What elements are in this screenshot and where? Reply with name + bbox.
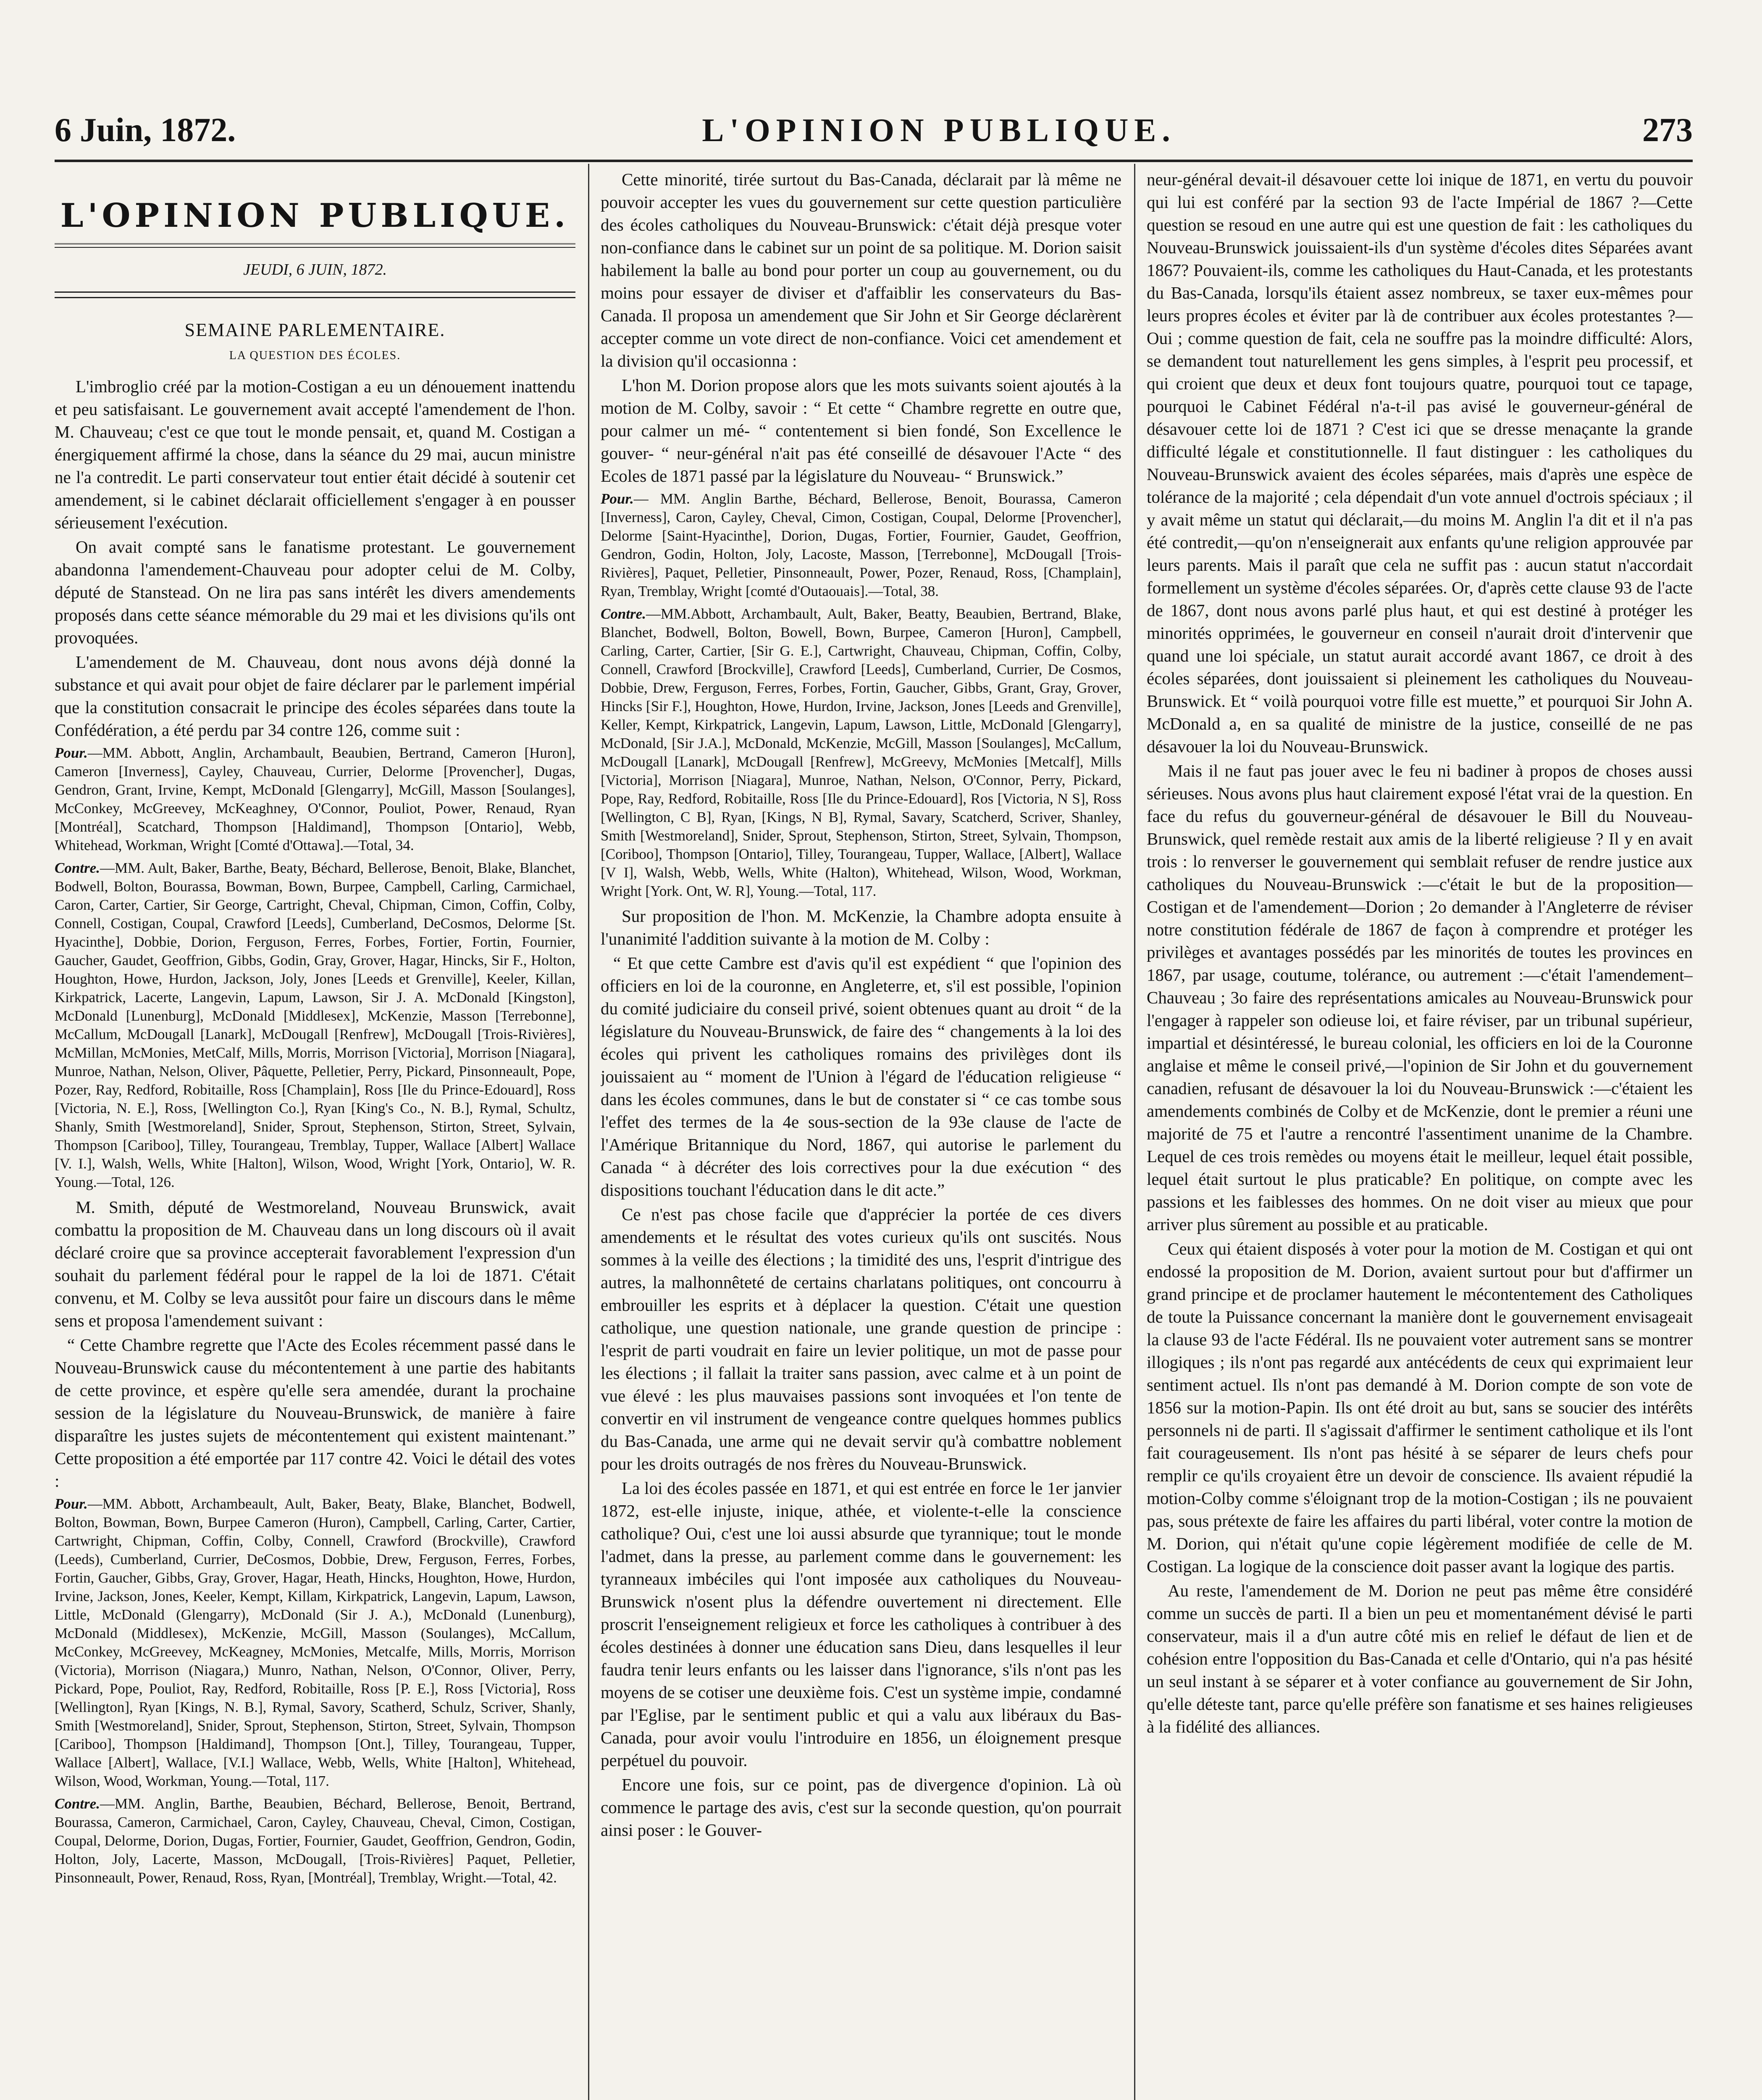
vote-list-pour — [55, 744, 575, 855]
quoted-amendment: “ Et que cette Cambre est d'avis qu'il est expédient “ que l'opinion des officiers en loi de la couronne, en Angleterre, et, s'il est possible, l'opinion du comité judiciaire du conseil privé, soient obtenues quant au droit “ de la législature du Nouveau-Brunswick, de faire des “ changements à la loi des écoles qui privent les catholiques romains des privilèges dont ils jouissaient au “ moment de l'Union à l'égard de l'éducation religieuse “ dans les écoles communes, dans le but de constater si “ ce cas tombe sous l'effet des termes de la 4e sous-section de la 93e clause de l'acte de l'Amérique Britannique du Nord, 1867, qui autorise le parlement du Canada “ à décréter des lois correctives pour la due exécution “ des dispositions touchant l'éducation dans le dit acte.” — [601, 953, 1121, 1200]
vote-names: —MM.Abbott, Archambault, Ault, Baker, Beatty, Beaubien, Bertrand, Blake, Blanchet, Bodwell, Bolton, Bowell, Bown, Burpee, Cameron [Huron], Campbell, Carling, Carter, Cartier, [Sir G. E.], Cartwright, Chauveau, Chipman, Coffin, Colby, Connell, Crawford [Brockville], Crawford [Leeds], Cumberland, Currier, De Cosmos, Dobbie, Drew, Ferguson, Ferres, Forbes, Fortin, Gaucher, Gibbs, Grant, Gray, Grover, Hincks [Sir F.], Houghton, Howe, Hurdon, Irvine, Jackson, Jones [Leeds and Grenville], Keller, Kempt, Kirkpatrick, Langevin, Lapum, Lawson, Little, McDonald [Glengarry], McDonald, [Sir J.A.], McDonald, McKenzie, McGill, Masson [Soulanges], McCallum, McDougall [Lanark], McDougall [Renfrew], McGreevy, McMonies [Metcalf], Mills [Victoria], Morrison [Niagara], Munroe, Nathan, Nelson, O'Connor, Perry, Pickard, Pope, Ray, Redford, Robitaille, Ross [Ile du Prince-Edouard], Ros [Victoria, N S], Ross [Wellington, C B], Ryan, [Kings, N B], Rymal, Savary, Scatcherd, Scriver, Shanley, Smith [Westmoreland], Snider, Sprout, Stephenson, Stirton, Street, Sylvain, Thompson, [Coriboo], Thompson [Ontario], Tilley, Tourangeau, Tupper, Wallace, [Albert], Wallace [V I], Walsh, Webb, Wells, White (Halton), Whitehead, Wilson, Wood, Workman, Wright [York. Ont, W. R], Young.—Total, 117. — [601, 606, 1121, 899]
vote-list-contre — [55, 859, 575, 1192]
masthead-rule — [55, 297, 575, 298]
masthead-rule — [55, 243, 575, 248]
masthead — [55, 168, 575, 298]
subsection-title: LA QUESTION DES ÉCOLES. — [229, 349, 401, 362]
article-paragraph: L'amendement de M. Chauveau, dont nous avons déjà donné la substance et qui avait pour objet de faire déclarer par le parlement impérial que la constitution consacrait le principe des écoles séparées dans toute la Confédération, a été perdu par 34 contre 126, comme suit : — [55, 652, 575, 740]
article-paragraph: Cette minorité, tirée surtout du Bas-Canada, déclarait par là même ne pouvoir accepter les vues du gouvernement sur cette question particulière des écoles catholiques du Nouveau-Brunswick: c'était déjà presque voter non-confiance dans le cabinet sur un point de sa politique. M. Dorion saisit habilement la balle au bond pour porter un coup au gouvernement, ou du moins pour essayer de diviser et d'affaiblir les conservateurs du Bas-Canada. Il proposa un amendement que Sir John et Sir George déclarèrent accepter comme un vote direct de non-confiance. Voici cet amendement et la division qu'il occasionna : — [601, 170, 1121, 370]
article-paragraph: L'imbroglio créé par la motion-Costigan a eu un dénouement inattendu et peu satisfaisant. Le gouvernement avait accepté l'amendement de l'hon. M. Chauveau; c'est ce que tout le monde pensait, et, quand M. Costigan a énergiquement affirmé la chose, dans la séance du 29 mai, aucun ministre ne l'a contredit. Le parti conservateur tout entier était décidé à soutenir cet amendement, si le cabinet déclarait officiellement s'engager à en pousser sérieusement l'exécution. — [55, 377, 575, 532]
quoted-amendment: “ Cette Chambre regrette que l'Acte des Ecoles récemment passé dans le Nouveau-Brunswick cause du mécontentement à une partie des habitants de cette province, et espère qu'elle sera amendée, durant la prochaine session de la législature du Nouveau-Brunswick, de manière à faire disparaître les justes sujets de mécontentement qui existent maintenant.” Cette proposition a été emportée par 117 contre 42. Voici le détail des votes : — [55, 1335, 575, 1491]
vote-names: —MM. Ault, Baker, Barthe, Beaty, Béchard, Bellerose, Benoit, Blake, Blanchet, Bodwell, Bolton, Bourassa, Bowman, Bown, Burpee, Campbell, Carling, Carmichael, Caron, Carter, Cartier, Sir George, Cartright, Cheval, Chipman, Cimon, Coffin, Colby, Connell, Costigan, Coupal, Crawford [Leeds], Cumberland, DeCosmos, Delorme [St. Hyacinthe], Dobbie, Dorion, Ferguson, Ferres, Forbes, Fortier, Fortin, Fournier, Gaucher, Gaudet, Geoffrion, Gibbs, Godin, Gray, Grover, Hagar, Hincks, Sir F., Holton, Houghton, Howe, Hurdon, Jackson, Joly, Jones [Leeds et Grenville], Keeler, Killan, Kirkpatrick, Lacerte, Langevin, Lapum, Lawson, Sir J. A. McDonald [Kingston], McDonald [Lunenburg], McDonald [Middlesex], McKenzie, Masson [Terrebonne], McCallum, McDougall [Lanark], McDougall [Renfrew], McDougall [Trois-Rivières], McMillan, McMonies, MetCalf, Mills, Morris, Morrison [Victoria], Morrison [Niagara], Munroe, Nathan, Nelson, Oliver, Pâquette, Pelletier, Perry, Pickard, Pinsonneault, Pope, Pozer, Ray, Redford, Robitaille, Ross [Champlain], Ross [Ile du Prince-Edouard], Ross [Victoria, N. E.], Ross, [Wellington Co.], Ryan [King's Co., N. B.], Rymal, Schultz, Shanly, Smith [Westmoreland], Snider, Sprout, Stephenson, Stirton, Street, Sylvain, Thompson [Cariboo], Tilley, Tourangeau, Tremblay, Tupper, Wallace [Albert] Wallace [V. I.], Walsh, Wells, White [Halton], Wilson, Wood, Wright [York, Ontario], W. R. Young.—Total, 126. — [55, 860, 575, 1190]
article-paragraph: Mais il ne faut pas jouer avec le feu ni badiner à propos de choses aussi sérieuses. Nous avons plus haut clairement exposé l'état vrai de la question. En face du refus du gouverneur-général de désavouer le Bill du Nouveau-Brunswick, quel remède restait aux amis de la liberté religieuse ? Il y en avait trois : lo renverser le gouvernement qui semblait refuser de rendre justice aux catholiques du Nouveau-Brunswick :—c'était le but de la proposition—Costigan et de l'amendement—Dorion ; 2o demander à l'Angleterre de réviser notre constitution fédérale de 1867 de façon à comprendre et protéger les privilèges et avantages possédés par les minorités de toutes les provinces en 1867, par usage, coutume, tolérance, ou autrement :—c'était l'amendement–Chauveau ; 3o faire des représentations amicales au Nouveau-Brunswick pour l'engager à rappeler son odieuse loi, et faire réviser, par un tribunal supérieur, impartial et désintéressé, le bureau colonial, les officiers en loi de la Couronne anglaise et même le conseil privé,—l'opinion de Sir John et du gouvernement canadien, refusant de désavouer la loi du Nouveau-Brunswick :—c'étaient les amendements combinés de Colby et de McKenzie, dont le premier a réuni une majorité de 75 et l'autre a rencontré l'assentiment unanime de la Chambre. Lequel de ces trois remèdes ou moyens était le meilleur, lequel était possible, lequel était surtout le plus praticable? En politique, on compte avec les passions et les faiblesses des hommes. On ne doit viser au mieux que pour arriver plus sûrement au possible et au praticable. — [1147, 761, 1693, 1234]
article-paragraph: L'hon M. Dorion propose alors que les mots suivants soient ajoutés à la motion de M. Colby, savoir : “ Et cette “ Chambre regrette en outre que, pour calmer un mé- “ contentement si bien fondé, Son Excellence le gouver- “ neur-général n'ait pas été conseillé de désavouer l'Acte “ des Ecoles de 1871 passé par la législature du Nouveau- “ Brunswick.” — [601, 375, 1121, 486]
vote-list-contre — [601, 605, 1121, 900]
section-title: SEMAINE PARLEMENTAIRE. — [184, 320, 446, 340]
issue-date: JEUDI, 6 JUIN, 1872. — [243, 261, 387, 278]
article-paragraph: Encore une fois, sur ce point, pas de divergence d'opinion. Là où commence le partage des avis, c'est sur la seconde question, qu'on pourrait ainsi poser : le Gouver- — [601, 1775, 1121, 1840]
article-paragraph: Ceux qui étaient disposés à voter pour la motion de M. Costigan et qui ont endossé la proposition de M. Dorion, avaient surtout pour but d'affirmer un grand principe et de proclamer hautement le mécontentement des Catholiques de toute la Puissance concernant la manière dont le gouvernement envisageait la clause 93 de l'acte Fédéral. Ils ne pouvaient voter autrement sans se montrer illogiques ; ils n'ont pas regardé aux antécédents de ceux qui exprimaient leur sentiment actuel. Ils n'ont pas demandé à M. Dorion compte de son vote de 1856 sur la motion-Papin. Ils ont été droit au but, sans se soucier des intérêts personnels ni de parti. Il s'agissait d'affirmer le sentiment catholique et ils l'ont fait courageusement. Ils n'ont pas hésité à se séparer de leurs chefs pour remplir ce qu'ils croyaient être un devoir de conscience. Ils avaient répudié la motion-Colby comme s'éloignant trop de la motion-Costigan ; ils ne pouvaient pas, sous prétexte de faire les affaires du parti libéral, voter contre la motion de M. Dorion, qui n'était qu'une copie légèrement modifiée de celle de M. Costigan. La logique de la conscience doit passer avant la logique des partis. — [1147, 1239, 1693, 1576]
column-3 — [1147, 168, 1693, 2100]
vote-label: Contre. — [55, 860, 100, 876]
article-paragraph: Ce n'est pas chose facile que d'apprécier la portée de ces divers amendements et le résultat des votes curieux qu'ils ont suscités. Nous sommes à la veille des élections ; la timidité des uns, l'esprit d'intrigue des autres, la malhonnêteté de certains charlatans politiques, ont concourru à embrouiller les esprits et à déplacer la question. C'était une question catholique, une question nationale, une grande question de principe : l'esprit de parti voudrait en faire un levier politique, un mot de passe pour les élections ; il fallait la traiter sans passion, avec calme et à un point de vue élevé : les plus mauvaises passions sont invoquées et l'on tente de convertir en vil instrument de vengeance contre quelques hommes publics du Bas-Canada, une arme qui ne devait servir qu'à combattre noblement pour les droits outragés de nos frères du Nouveau-Brunswick. — [601, 1205, 1121, 1473]
vote-names: —MM. Abbott, Anglin, Archambault, Beaubien, Bertrand, Cameron [Huron], Cameron [Inverness], Cayley, Chauveau, Currier, Delorme [Provencher], Dugas, Gendron, Grant, Irvine, Kempt, McDonald [Glengarry], McGill, Masson [Soulanges], McConkey, McGreevey, McKeaghney, O'Connor, Pouliot, Power, Renaud, Ryan [Montréal], Scatchard, Thompson [Haldimand], Thompson [Ontario], Webb, Whitehead, Workman, Wright [Comté d'Ottawa].—Total, 34. — [55, 745, 575, 853]
column-2 — [601, 168, 1121, 2100]
header-title: L'OPINION PUBLIQUE. — [702, 112, 1176, 148]
page-number: 273 — [1642, 111, 1693, 149]
vote-list-contre — [55, 1795, 575, 1887]
running-head — [55, 105, 1693, 155]
vote-names: — MM. Anglin Barthe, Béchard, Bellerose, Benoit, Bourassa, Cameron [Inverness], Caron, Cayley, Cheval, Cimon, Costigan, Coupal, Delorme [Provencher], Delorme [Saint-Hyacinthe], Dorion, Dugas, Fortier, Fournier, Gaudet, Geoffrion, Gendron, Godin, Holton, Joly, Lacoste, Masson, [Terrebonne], McDougall [Trois-Rivières], Paquet, Pelletier, Pinsonneault, Power, Pozer, Renaud, Ross, [Champlain], Ryan, Tremblay, Wright [comté d'Outaouais].—Total, 38. — [601, 491, 1121, 599]
vote-list-pour — [601, 490, 1121, 601]
column-divider — [588, 164, 589, 2100]
article-paragraph: Au reste, l'amendement de M. Dorion ne peut pas même être considéré comme un succès de parti. Il a bien un peu et momentanément dévisé le parti conservateur, mais il a d'un autre côté mis en relief le défaut de lien et de cohésion entre l'opposition du Bas-Canada et celle d'Ontario, qui n'a pas hésité un seul instant à se séparer et à voter confiance au gouvernement de Sir John, qu'elle déteste tant, parce qu'elle préfère son fanatisme et ses haines religieuses à la fidélité des alliances. — [1147, 1581, 1693, 1736]
vote-label: Contre. — [601, 606, 646, 622]
vote-names: —MM. Abbott, Archambeault, Ault, Baker, Beaty, Blake, Blanchet, Bodwell, Bolton, Bowman, Bown, Burpee Cameron (Huron), Campbell, Carling, Carter, Cartier, Cartwright, Chipman, Coffin, Colby, Connell, Crawford (Brockville), Crawford (Leeds), Cumberland, Currier, DeCosmos, Dobbie, Drew, Ferguson, Ferres, Forbes, Fortin, Gaucher, Gibbs, Gray, Grover, Hagar, Heath, Hincks, Houghton, Howe, Hurdon, Irvine, Jackson, Jones, Keeler, Kempt, Killam, Kirkpatrick, Langevin, Lapum, Lawson, Little, McDonald (Glengarry), McDonald (Sir J. A.), McDonald (Lunenburg), McDonald (Middlesex), McKenzie, McGill, Masson (Soulanges), McCallum, McConkey, McGreevey, McKeagney, McMonies, Metcalfe, Mills, Morris, Morrison (Victoria), Morrison (Niagara,) Munro, Nathan, Nelson, O'Connor, Oliver, Perry, Pickard, Pope, Pouliot, Ray, Redford, Robitaille, Ross [P. E.], Ross [Victoria], Ross [Wellington], Ryan [Kings, N. B.], Rymal, Savory, Scatherd, Schulz, Scriver, Shanly, Smith [Westmoreland], Snider, Sprout, Stephenson, Stirton, Street, Sylvain, Thompson [Cariboo], Thompson [Haldimand], Thompson [Ont.], Tilley, Tourangeau, Tupper, Wallace [Albert], Wallace, [V.I.] Wallace, Webb, Wells, White [Halton], Whitehead, Wilson, Wood, Workman, Young.—Total, 117. — [55, 1496, 575, 1789]
column-divider — [1134, 164, 1135, 2100]
vote-names: —MM. Anglin, Barthe, Beaubien, Béchard, Bellerose, Benoit, Bertrand, Bourassa, Cameron, Carmichael, Caron, Cayley, Chauveau, Cheval, Cimon, Costigan, Coupal, Delorme, Dorion, Dugas, Fortier, Fournier, Gaudet, Geoffrion, Gendron, Godin, Holton, Joly, Lacerte, Masson, McDougall, [Trois-Rivières] Paquet, Pelletier, Pinsonneault, Power, Renaud, Ross, Ryan, [Montréal], Tremblay, Wright.—Total, 42. — [55, 1796, 575, 1886]
article-paragraph: Sur proposition de l'hon. M. McKenzie, la Chambre adopta ensuite à l'unanimité l'addition suivante à la motion de M. Colby : — [601, 906, 1121, 948]
vote-list-pour — [55, 1495, 575, 1790]
vote-label: Contre. — [55, 1796, 100, 1812]
article-paragraph: On avait compté sans le fanatisme protestant. Le gouvernement abandonna l'amendement-Chauveau pour adopter celui de M. Colby, député de Stanstead. On ne lira pas sans intérêt les divers amendements proposés dans cette séance mémorable du 29 mai et les divisions qu'ils ont provoquées. — [55, 537, 575, 647]
article-paragraph: M. Smith, député de Westmoreland, Nouveau Brunswick, avait combattu la proposition de M. Chauveau dans un long discours où il avait déclaré croire que sa province accepterait favorablement l'expression d'un souhait du parlement fédéral pour le rappel de la loi de 1871. C'était convenu, et M. Colby se leva aussitôt pour faire un discours dans le même sens et proposa l'amendement suivant : — [55, 1197, 575, 1330]
header-rule — [55, 160, 1693, 162]
article-paragraph: La loi des écoles passée en 1871, et qui est entrée en force le 1er janvier 1872, est-elle injuste, inique, athée, et violente-t-elle la conscience catholique? Oui, c'est une loi aussi absurde que tyrannique; tout le monde l'admet, dans la presse, au parlement comme dans le gouvernement: les tyranneaux imbéciles qui l'ont imposée aux catholiques du Nouveau-Brunswick n'osent plus la défendre ouvertement ni directement. Elle proscrit l'enseignement religieux et force les catholiques à contribuer à des écoles destinées à donner une éducation sans Dieu, dans lesquelles il leur faudra tenir leurs enfants ou les laisser dans l'ignorance, s'ils n'ont pas les moyens de se cotiser une deuxième fois. C'est un système impie, condamné par l'Eglise, par le sentiment public et qui a valu aux libéraux du Bas-Canada, pour avoir voulu l'introduire en 1856, un éloignement presque perpétuel du pouvoir. — [601, 1478, 1121, 1770]
vote-label: Pour. — [55, 1496, 88, 1512]
column-1 — [55, 168, 575, 2100]
vote-label: Pour. — [601, 491, 634, 507]
masthead-title: L'OPINION PUBLIQUE. — [60, 197, 570, 235]
article-paragraph: neur-général devait-il désavouer cette loi inique de 1871, en vertu du pouvoir qui lui est conféré par la section 93 de l'acte Impérial de 1867 ?—Cette question se resoud en une autre qui est une question de fait : les catholiques du Nouveau-Brunswick jouissaient-ils d'un système d'écoles dites Séparées avant 1867? Pouvaient-ils, comme les catholiques du Haut-Canada, et les protestants du Bas-Canada, lorsqu'ils étaient assez nombreux, se taxer eux-mêmes pour leurs propres écoles et éviter par là de contribuer aux écoles protestantes ?—Oui ; comme question de fait, cela ne souffre pas la moindre difficulté: Alors, se demandent tout naturellement les gens simples, à l'esprit peu processif, et qui croient que deux et deux font toujours quatre, pourquoi tout ce tapage, pourquoi le Cabinet Fédéral n'a-t-il pas avisé le gouverneur-général de désavouer cette loi de 1871 ? C'est ici que se dresse menaçante la grande difficulté légale et constitutionnelle. Il faut distinguer : les catholiques du Nouveau-Brunswick avaient des écoles séparées, mais d'après une espèce de tolérance de la majorité ; cela dépendait d'un vote annuel d'octrois spéciaux ; il y avait même un statut qui déclarait,—du moins M. Anglin l'a dit et il n'a pas été contredit,—qu'on n'enseignerait aux enfants qu'une religion approuvée par leurs parents. Mais il paraît que cela ne suffit pas : aucun statut n'accordait formellement un système d'écoles séparées. Or, d'après cette clause 93 de l'acte de 1867, dont nous avons parlé plus haut, et qui est destiné à protéger les minorités opprimées, le gouverneur en conseil n'aurait droit d'intervenir que quand une loi spéciale, un statut aurait accordé avant 1867, ce droit à des écoles séparées, dont jouissaient si pleinement les catholiques du Nouveau-Brunswick. Et “ voilà pourquoi votre fille est muette,” et pourquoi Sir John A. McDonald a, en sa qualité de ministre de la justice, conseillé de ne pas désavouer la loi du Nouveau-Brunswick. — [1147, 170, 1693, 756]
header-date: 6 Juin, 1872. — [55, 111, 236, 149]
vote-label: Pour. — [55, 745, 88, 761]
masthead-rule — [55, 291, 575, 293]
